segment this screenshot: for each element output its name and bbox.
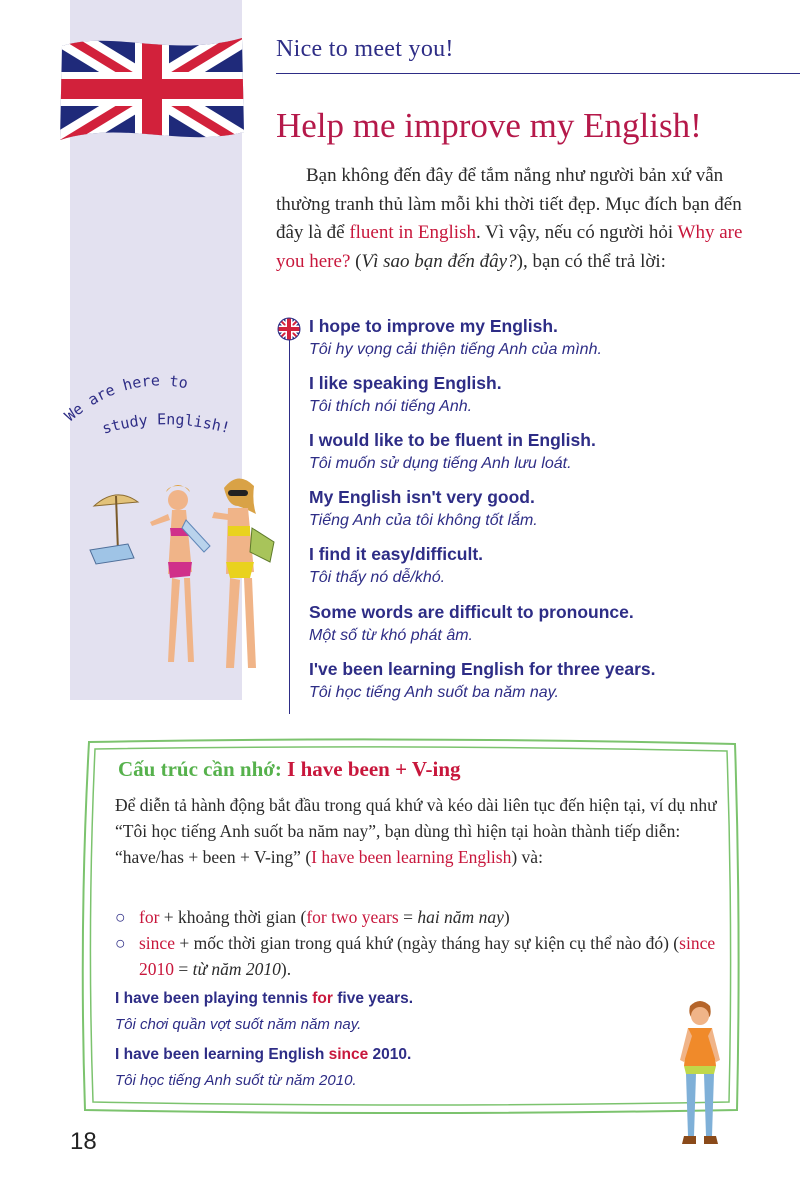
example-keyword: for xyxy=(312,990,333,1007)
phrase-vietnamese: Tiếng Anh của tôi không tốt lắm. xyxy=(309,512,538,529)
bullet-text: + mốc thời gian trong quá khứ (ngày tháng hay sự kiện cụ thể nào đó) ( xyxy=(174,933,680,953)
phrase-list-rule xyxy=(289,326,290,714)
phrase-english: I've been learning English for three years. xyxy=(309,659,656,679)
phrase-english: My English isn't very good. xyxy=(309,487,535,507)
svg-text:study English! xyxy=(100,410,232,437)
callout-bullet xyxy=(115,904,725,930)
example-text: five years. xyxy=(332,990,414,1007)
example-text: I have been playing tennis xyxy=(115,990,313,1007)
phrase-item xyxy=(309,373,502,416)
header-rule xyxy=(276,73,800,74)
bullet-example: for two years xyxy=(306,907,399,927)
phrase-vietnamese: Một số từ khó phát âm. xyxy=(309,627,473,644)
bullet-text: = xyxy=(174,959,193,979)
handwritten-caption xyxy=(60,362,260,446)
bullet-text: ) xyxy=(503,907,510,927)
callout-bullet xyxy=(115,930,725,982)
phrase-item xyxy=(309,487,538,530)
bullet-keyword: for xyxy=(139,907,160,927)
running-head: Nice to meet you! xyxy=(276,36,454,62)
intro-highlight: Why are you here? xyxy=(276,222,743,272)
intro-text: ), bạn có thể trả lời: xyxy=(516,250,666,272)
phrase-item xyxy=(309,544,483,587)
phrase-item xyxy=(309,602,634,645)
intro-text: . Vì vậy, nếu có người hỏi xyxy=(475,222,678,243)
bullet-text: + khoảng thời gian ( xyxy=(159,907,307,927)
phrase-item xyxy=(309,659,656,702)
example-text: I have been learning English xyxy=(115,1046,329,1063)
phrase-english: Some words are difficult to pronounce. xyxy=(309,602,634,622)
boy-illustration xyxy=(672,996,728,1148)
intro-text: ( xyxy=(350,250,362,272)
intro-paragraph xyxy=(276,162,751,276)
intro-text: Bạn không đến đây để tắm nắng như người bản xứ vẫn thường tranh thủ làm mỗi khi thời tiết đẹp. Mục đích bạn đến đây là để xyxy=(276,165,742,243)
uk-flag-icon xyxy=(52,28,252,150)
circle-bullet-icon: ○ xyxy=(115,907,126,927)
bullet-text: ). xyxy=(280,959,292,979)
callout-title-label: Cấu trúc cần nhớ: xyxy=(118,757,282,781)
phrase-vietnamese: Tôi thấy nó dễ/khó. xyxy=(309,569,446,586)
example-keyword: since xyxy=(328,1046,369,1063)
phrase-item xyxy=(309,316,602,359)
handwriting-line-1: We are here to xyxy=(61,371,190,425)
circle-bullet-icon: ○ xyxy=(115,933,126,953)
bullet-translation: từ năm 2010 xyxy=(192,959,281,979)
callout-body-text: ) và: xyxy=(511,847,543,867)
example-text: 2010. xyxy=(368,1046,412,1063)
phrase-vietnamese: Tôi hy vọng cải thiện tiếng Anh của mình. xyxy=(309,341,602,358)
callout-body-text: Để diễn tả hành động bắt đầu trong quá khứ và kéo dài liên tục đến hiện tại, ví dụ như “Tôi học tiếng Anh suốt ba năm nay”, bạn dùng thì hiện tại hoàn thành tiếp diễn: “have/has + been + V-ing” ( xyxy=(115,795,717,867)
phrase-item xyxy=(309,430,596,473)
phrase-english: I find it easy/difficult. xyxy=(309,544,484,564)
phrase-vietnamese: Tôi thích nói tiếng Anh. xyxy=(309,398,473,415)
example-vietnamese: Tôi học tiếng Anh suốt từ năm 2010. xyxy=(115,1072,357,1089)
handwriting-line-2: study English! xyxy=(99,410,233,438)
phrase-english: I would like to be fluent in English. xyxy=(309,430,596,450)
bullet-translation: hai năm nay xyxy=(417,907,504,927)
bullet-text: = xyxy=(398,907,418,927)
page-number: 18 xyxy=(70,1128,97,1155)
phrase-vietnamese: Tôi học tiếng Anh suốt ba năm nay. xyxy=(309,684,559,701)
phrase-english: I hope to improve my English. xyxy=(309,316,558,336)
callout-body xyxy=(115,792,725,870)
bullet-example: since 2010 xyxy=(139,933,716,979)
bullet-keyword: since xyxy=(139,933,175,953)
beach-women-illustration xyxy=(88,462,288,690)
intro-highlight: fluent in English xyxy=(349,222,476,243)
intro-italic: Vì sao bạn đến đây? xyxy=(361,250,517,272)
phrase-english: I like speaking English. xyxy=(309,373,502,393)
example-english xyxy=(115,990,413,1008)
phrase-vietnamese: Tôi muốn sử dụng tiếng Anh lưu loát. xyxy=(309,455,572,472)
example-english xyxy=(115,1046,411,1064)
page-title: Help me improve my English! xyxy=(276,106,702,145)
callout-title-structure: I have been + V-ing xyxy=(287,757,461,781)
example-vietnamese: Tôi chơi quần vợt suốt năm năm nay. xyxy=(115,1016,362,1033)
callout-title xyxy=(118,757,461,782)
uk-flag-bullet-icon xyxy=(277,317,301,341)
callout-body-highlight: I have been learning English xyxy=(311,847,512,867)
